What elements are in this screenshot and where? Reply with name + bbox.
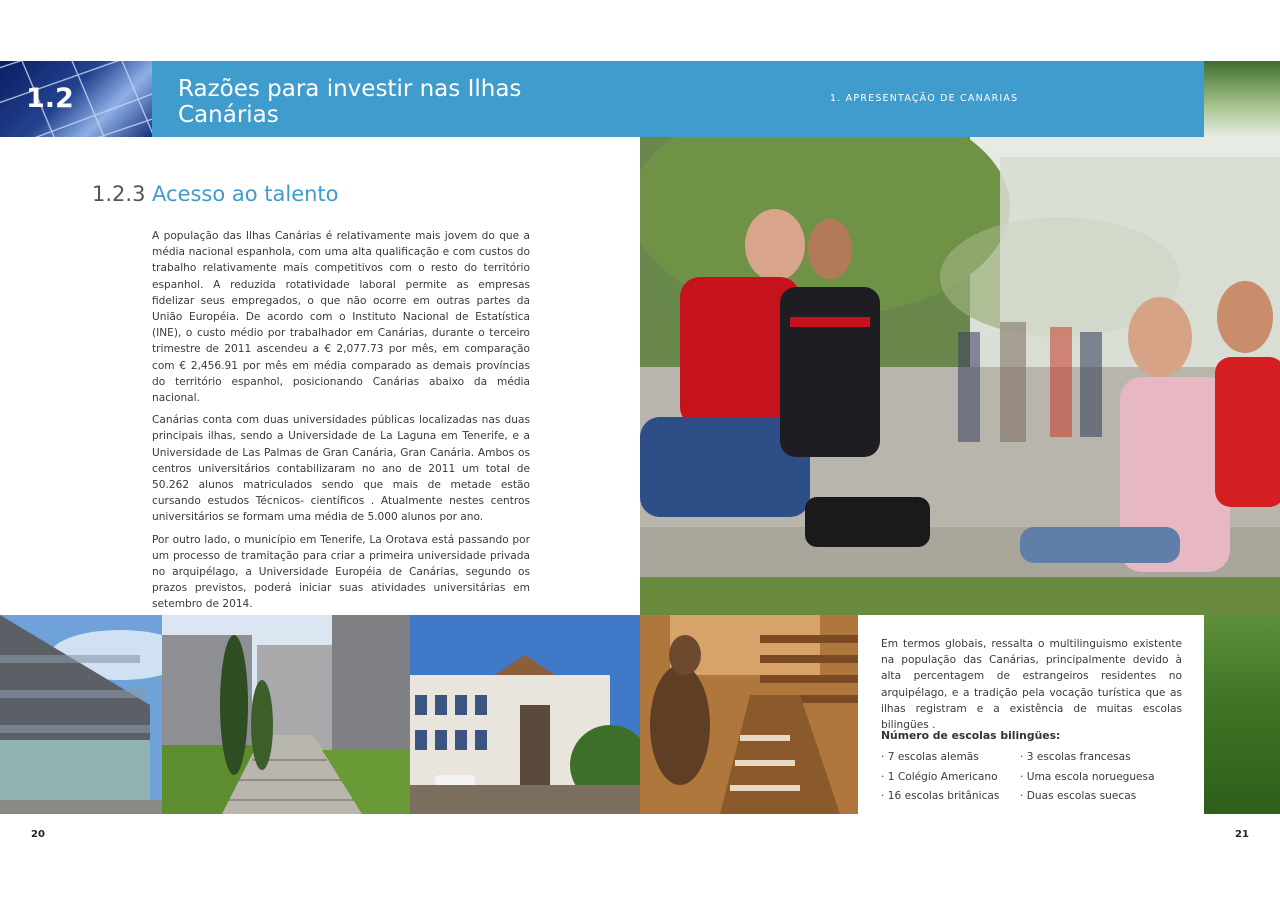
solar-panel-grid xyxy=(0,61,152,137)
university-plaza-photo xyxy=(410,615,640,814)
school-list-item: · 1 Colégio Americano xyxy=(881,771,998,783)
school-list-item: · Uma escola norueguesa xyxy=(1020,771,1155,783)
school-list-item: · Duas escolas suecas xyxy=(1020,790,1137,802)
school-list-item: · 16 escolas britânicas xyxy=(881,790,1000,802)
body-text xyxy=(152,228,530,619)
subsection-title: Acesso ao talento xyxy=(152,182,339,206)
glass-building-photo xyxy=(0,615,162,814)
students-photo xyxy=(640,137,1280,615)
grass-photo-edge xyxy=(1204,615,1280,814)
campus-stairs-illustration xyxy=(162,615,410,814)
library-photo xyxy=(640,615,858,814)
school-list-item: · 3 escolas francesas xyxy=(1020,751,1131,763)
library-illustration xyxy=(640,615,858,814)
students-illustration xyxy=(640,137,1280,615)
glass-building-illustration xyxy=(0,615,162,814)
chapter-label: 1. APRESENTAÇÃO DE CANARIAS xyxy=(830,93,1019,104)
section-number: 1.2 xyxy=(26,83,74,114)
body-paragraph: A população das Ilhas Canárias é relativamente mais jovem do que a média nacional espanhola, com uma alta qualificação e com custos do trabalho relativamente mais competitivos com o resto do território espanhol. A reduzida rotatividade laboral permite as empresas fidelizar seus empregados, o que não ocorre em outras partes da União Européia. De acordo com o Instituto Nacional de Estatística (INE), o custo médio por trabalhador em Canárias, durante o terceiro trimestre de 2011 ascendeu a € 2,077.73 por mês, em comparação com € 2,456.91 por mês em média comparado as demais províncias do território espanhol, posicionando Canárias abaixo da média nacional. xyxy=(152,230,530,405)
solar-panel-thumbnail xyxy=(0,61,152,137)
page-number-left: 20 xyxy=(31,829,45,840)
body-paragraph: Canárias conta com duas universidades públicas localizadas nas duas principais ilhas, sendo a Universidade de La Laguna em Tenerife, e a Universidade de Las Palmas de Gran Canária, Gran Canária. Ambos os centros universitários contabilizaram no ano de 2011 um total de 50.262 alunos matriculados sendo que mais de metade estão cursando estudos Técnicos- científicos . Atualmente nestes centros universitários se formam uma média de 5.000 alunos por ano. xyxy=(152,414,530,524)
subsection-number: 1.2.3 xyxy=(92,182,146,206)
bilingual-intro-text: Em termos globais, ressalta o multilinguismo existente na população das Canárias, principalmente devido à alta percentagem de estrangeiros residentes no arquipélago, e a tradição pela vocação turística que as ilhas registram e a existência de muitas escolas bilingües . xyxy=(881,638,1182,732)
body-paragraph: Por outro lado, o município em Tenerife, La Orotava está passando por um processo de tramitação para criar a primeira universidade privada no arquipélago, a Universidade Européia de Canárias, segundo os prazos previstos, poderá iniciar suas atividades universitárias em setembro de 2014. xyxy=(152,533,530,611)
university-plaza-illustration xyxy=(410,615,640,814)
bilingual-schools-heading: Número de escolas bilingües: xyxy=(881,729,1061,742)
header-foliage-strip xyxy=(1204,61,1280,137)
page-number-right: 21 xyxy=(1235,829,1249,840)
page-title: Razões para investir nas Ilhas Canárias xyxy=(178,76,522,128)
campus-stairs-photo xyxy=(162,615,410,814)
school-list-item: · 7 escolas alemãs xyxy=(881,751,979,763)
